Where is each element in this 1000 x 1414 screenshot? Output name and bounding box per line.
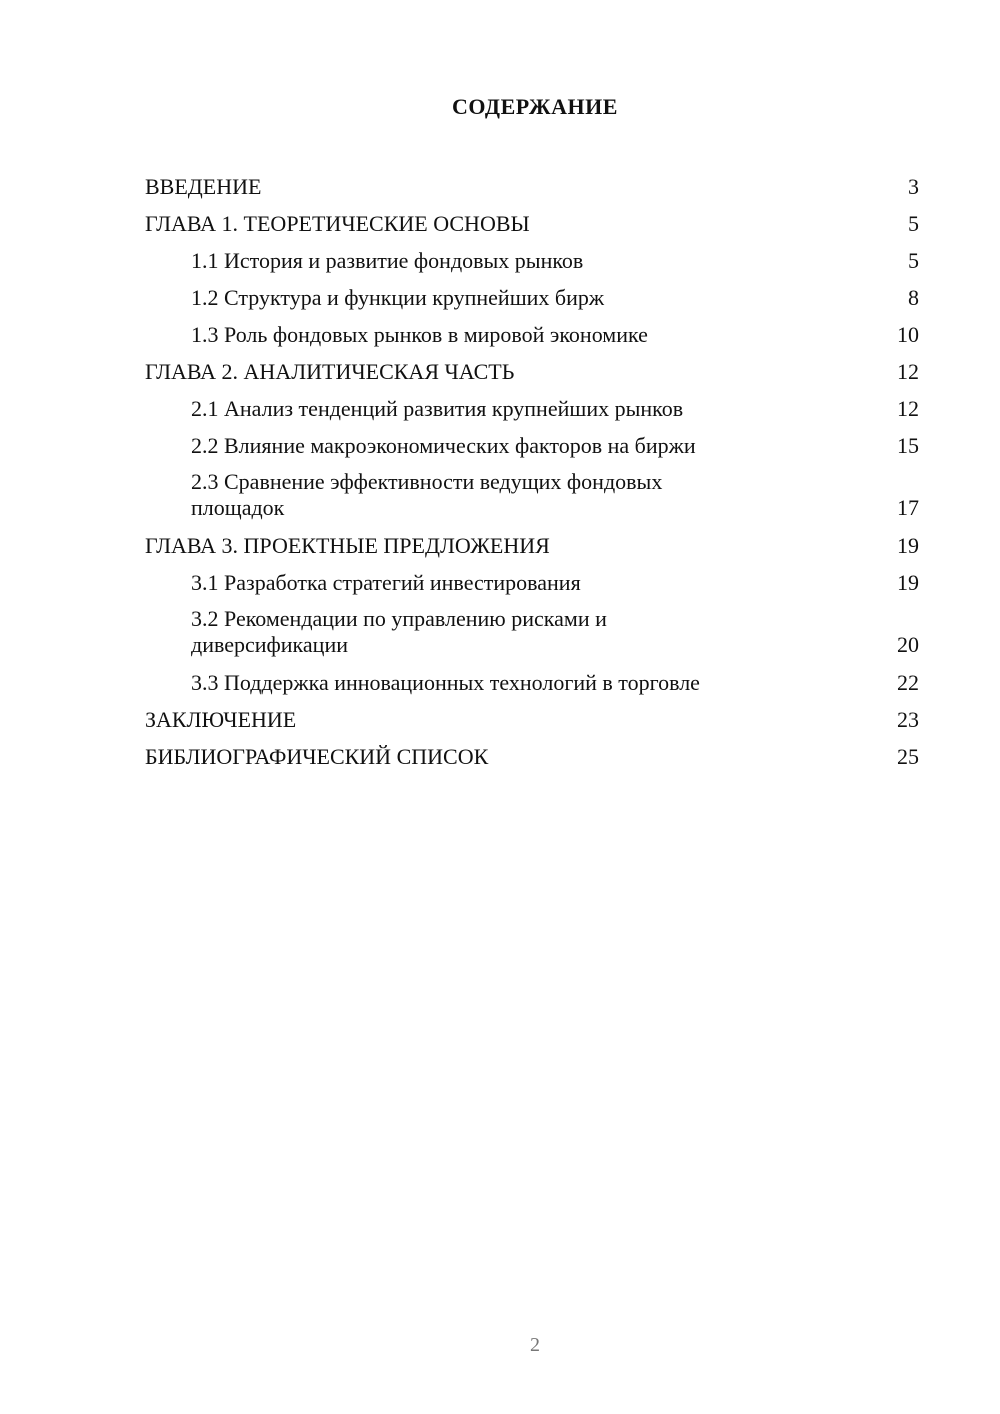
toc-entry-label: БИБЛИОГРАФИЧЕСКИЙ СПИСОК	[145, 744, 489, 769]
toc-entry-page: 17	[897, 495, 919, 520]
toc-entry-page: 5	[908, 211, 919, 236]
toc-entry-page: 12	[897, 359, 919, 384]
toc-entry-chapter-2[interactable]	[145, 353, 919, 390]
toc-entry-conclusion[interactable]	[145, 701, 919, 738]
toc-entry-label: 3.2 Рекомендации по управлению рисками и диверсификации	[191, 606, 607, 657]
toc-entry-page: 25	[897, 744, 919, 769]
toc-entry-page: 12	[897, 396, 919, 421]
toc-entry-section-2-1[interactable]	[145, 390, 919, 427]
toc-entry-section-3-1[interactable]	[145, 564, 919, 601]
toc-entry-introduction[interactable]	[145, 168, 919, 205]
toc-entry-section-3-2[interactable]	[145, 601, 919, 664]
toc-entry-bibliography[interactable]	[145, 738, 919, 775]
toc-entry-chapter-1[interactable]	[145, 205, 919, 242]
toc-entry-page: 19	[897, 533, 919, 558]
toc-entry-page: 22	[897, 670, 919, 695]
toc-entry-chapter-3[interactable]	[145, 527, 919, 564]
page-number: 2	[530, 1334, 540, 1356]
toc-entry-page: 23	[897, 707, 919, 732]
toc-entry-label: ГЛАВА 1. ТЕОРЕТИЧЕСКИЕ ОСНОВЫ	[145, 211, 530, 236]
toc-entry-page: 19	[897, 570, 919, 595]
toc-entry-section-1-2[interactable]	[145, 279, 919, 316]
toc-entry-section-3-3[interactable]	[145, 664, 919, 701]
toc-entry-page: 20	[897, 632, 919, 657]
toc-entry-label: ГЛАВА 3. ПРОЕКТНЫЕ ПРЕДЛОЖЕНИЯ	[145, 533, 550, 558]
toc-entry-label: 2.1 Анализ тенденций развития крупнейших рынков	[191, 396, 684, 421]
toc-entry-page: 15	[897, 433, 919, 458]
toc-entry-section-2-3[interactable]	[145, 464, 919, 527]
toc-entry-page: 8	[908, 285, 919, 310]
toc-entry-label: 1.3 Роль фондовых рынков в мировой экономике	[191, 322, 648, 347]
toc-entry-label: 1.1 История и развитие фондовых рынков	[191, 248, 584, 273]
toc-entry-page: 10	[897, 322, 919, 347]
toc-entry-label: ВВЕДЕНИЕ	[145, 174, 262, 199]
toc-entry-label: ЗАКЛЮЧЕНИЕ	[145, 707, 297, 732]
toc-entry-label: 3.3 Поддержка инновационных технологий в торговле	[191, 670, 700, 695]
toc-entry-section-1-1[interactable]	[145, 242, 919, 279]
toc-entry-page: 5	[908, 248, 919, 273]
toc-entry-page: 3	[908, 174, 919, 199]
toc-entry-label: ГЛАВА 2. АНАЛИТИЧЕСКАЯ ЧАСТЬ	[145, 359, 515, 384]
toc-entry-section-2-2[interactable]	[145, 427, 919, 464]
toc-entry-section-1-3[interactable]	[145, 316, 919, 353]
toc-entry-label: 2.3 Сравнение эффективности ведущих фондовых площадок	[191, 469, 663, 520]
toc-entry-label: 2.2 Влияние макроэкономических факторов на биржи	[191, 433, 696, 458]
toc-entry-label: 3.1 Разработка стратегий инвестирования	[191, 570, 581, 595]
toc-entry-label: 1.2 Структура и функции крупнейших бирж	[191, 285, 605, 310]
table-of-contents	[145, 168, 919, 775]
page-title: СОДЕРЖАНИЕ	[452, 94, 618, 119]
